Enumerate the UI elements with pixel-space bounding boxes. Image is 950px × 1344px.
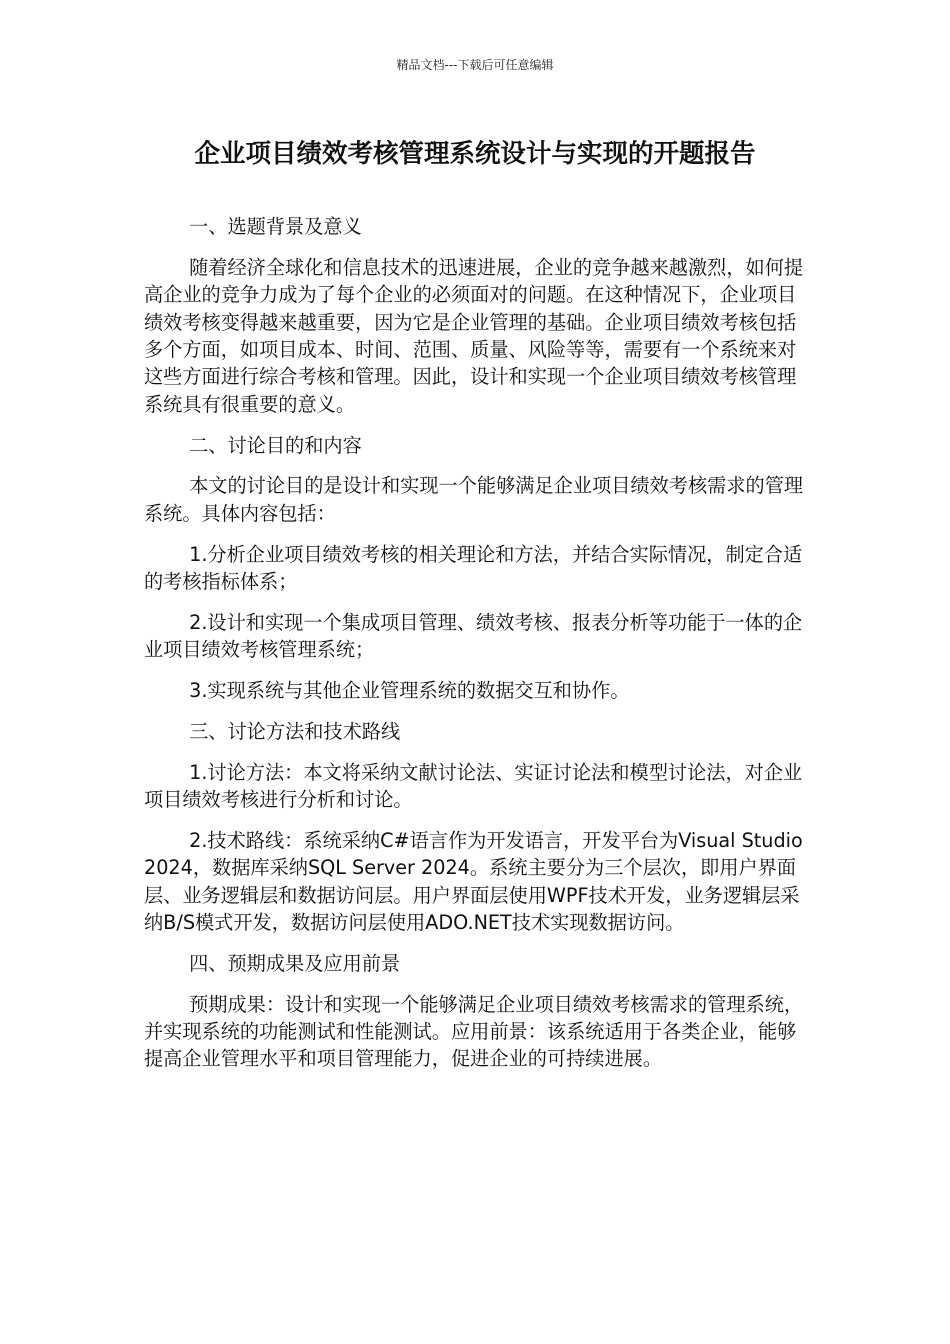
section-heading: 四、预期成果及应用前景 <box>189 951 401 975</box>
section-methods <box>144 718 808 937</box>
list-item: 2.设计和实现一个集成项目管理、绩效考核、报表分析等功能于一体的企业项目绩效考核管理系统； <box>144 610 803 662</box>
section-heading: 一、选题背景及意义 <box>189 215 362 238</box>
paragraph: 随着经济全球化和信息技术的迅速进展，企业的竞争越来越激烈，如何提高企业的竞争力成为了每个企业的必须面对的问题。在这种情况下，企业项目绩效考核变得越来越重要，因为它是企业管理的基础。企业项目绩效考核包括多个方面，如项目成本、时间、范围、质量、风险等等，需要有一个系统来对这些方面进行综合考核和管理。因此，设计和实现一个企业项目绩效考核管理系统具有很重要的意义。 <box>144 255 804 416</box>
list-item: 2.技术路线：系统采纳C#语言作为开发语言，开发平台为Visual Studio 2024，数据库采纳SQL Server 2024。系统主要分为三个层次，即用户界面层、业务逻辑层和数据访问层。用户界面层使用WPF技术开发，业务逻辑层采纳B/S模式开发，数据访问层使用ADO.NET技术实现数据访问。 <box>144 828 803 935</box>
document-title: 企业项目绩效考核管理系统设计与实现的开题报告 <box>194 139 756 169</box>
paragraph: 本文的讨论目的是设计和实现一个能够满足企业项目绩效考核需求的管理系统。具体内容包括： <box>144 474 804 525</box>
section-heading: 三、讨论方法和技术路线 <box>189 719 401 743</box>
list-item: 1.分析企业项目绩效考核的相关理论和方法，并结合实际情况，制定合适的考核指标体系； <box>144 542 803 594</box>
section-background <box>144 213 808 418</box>
page-header: 精品文档---下载后可任意编辑 <box>396 58 554 72</box>
document-body <box>144 213 808 1086</box>
list-item: 1.讨论方法：本文将采纳文献讨论法、实证讨论法和模型讨论法，对企业项目绩效考核进行分析和讨论。 <box>144 760 803 812</box>
paragraph: 预期成果：设计和实现一个能够满足企业项目绩效考核需求的管理系统，并实现系统的功能测试和性能测试。应用前景：该系统适用于各类企业，能够提高企业管理水平和项目管理能力，促进企业的可持续进展。 <box>144 992 804 1071</box>
list-item: 3.实现系统与其他企业管理系统的数据交互和协作。 <box>189 679 630 703</box>
section-objectives <box>144 432 808 705</box>
section-heading: 二、讨论目的和内容 <box>189 433 362 457</box>
section-outcomes <box>144 950 808 1073</box>
